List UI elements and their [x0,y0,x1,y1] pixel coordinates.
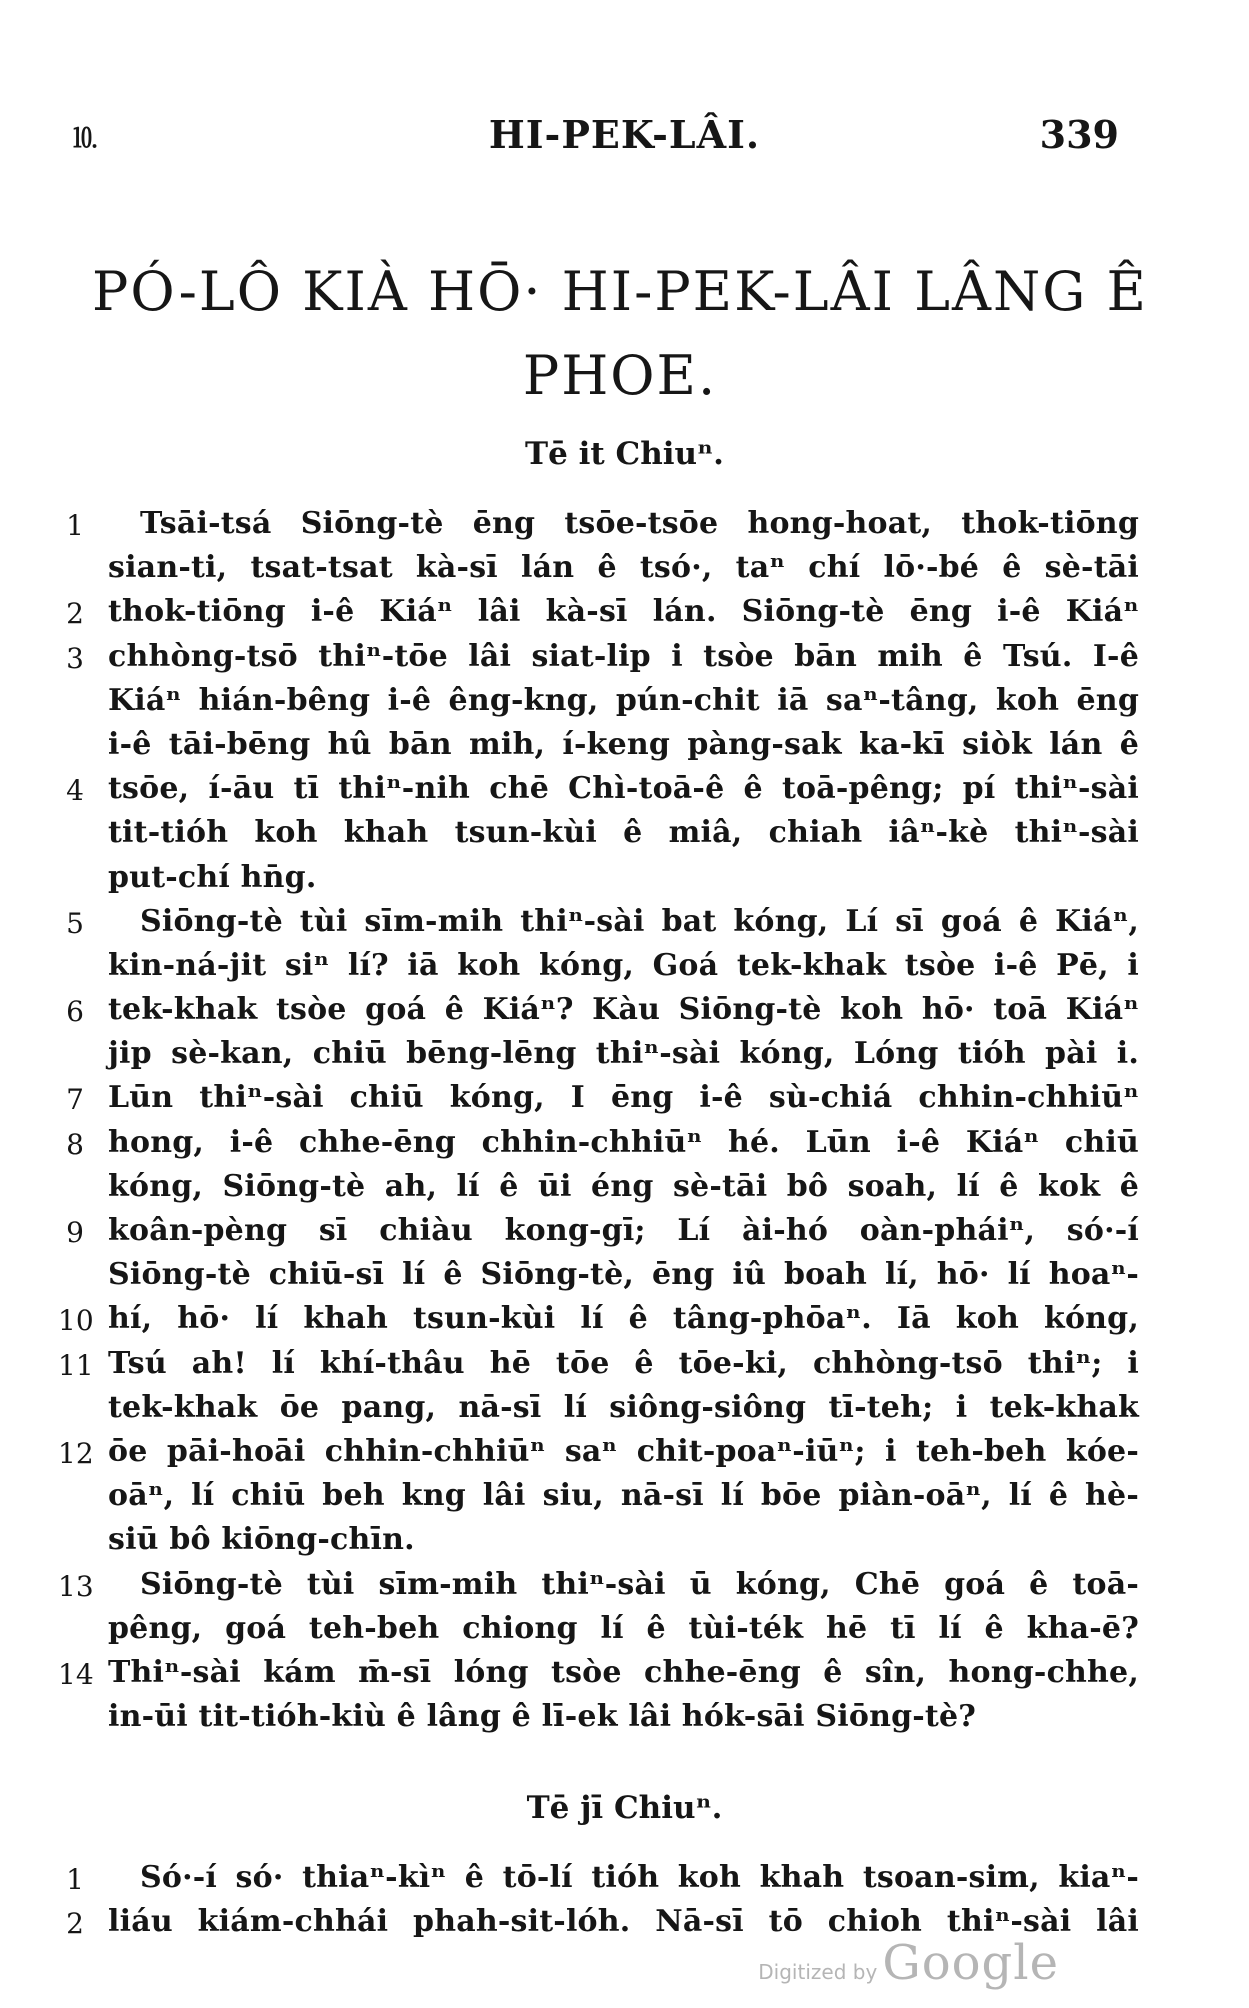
verse-number: 2 [66,597,84,631]
verse-number: 12 [58,1436,94,1470]
verse-text: in-ūi tit-tióh-kiù ê lâng ê lī-ek lâi hók-sāi Siōng-tè? [108,1699,977,1735]
verse-text: Tsāi-tsá Siōng-tè ēng tsōe-tsōe hong-hoat, thok-tiōng [140,506,1139,541]
text-line [0,771,1249,815]
verse-text: thok-tiōng i-ê Kiáⁿ lâi kà-sī lán. Siōng-tè ēng i-ê Kiáⁿ [108,594,1139,630]
verse-number: 11 [58,1348,94,1382]
text-line [0,1301,1249,1345]
verse-text: tek-khak ōe pang, nā-sī lí siông-siông tī-teh; i tek-khak [108,1389,1139,1425]
text-line [0,1080,1249,1124]
text-line [0,992,1249,1036]
text-line [0,550,1249,594]
book-title-line: PÓ-LÔ KIÀ HŌ· HI-PEK-LÂI LÂNG Ê [92,260,1148,323]
verse-text: Thiⁿ-sài kám m̄-sī lóng tsòe chhe-ēng ê sîn, hong-chhe, [108,1654,1139,1690]
book-title-line: PHOE. [522,344,718,407]
verse-text: ōe pāi-hoāi chhin-chhiūⁿ saⁿ chit-poaⁿ-iūⁿ; i teh-beh kóe- [108,1433,1139,1469]
verse-text: jip sè-kan, chiū bēng-lēng thiⁿ-sài kóng, Lóng tióh pài i. [108,1036,1139,1072]
chapter-2-text [0,1860,1249,1948]
verse-number: 1 [66,509,84,542]
digitization-watermark [758,1935,1059,1991]
verse-text: siū bô kiōng-chīn. [108,1522,415,1558]
text-line [0,506,1249,550]
verse-number: 6 [66,995,84,1029]
verse-text: chhòng-tsō thiⁿ-tōe lâi siat-lip i tsòe bān mih ê Tsú. I-ê [108,638,1139,674]
verse-text: kóng, Siōng-tè ah, lí ê ūi éng sè-tāi bô soah, lí ê kok ê [108,1168,1139,1204]
verse-number: 2 [66,1907,84,1941]
text-line [0,948,1249,992]
text-line [0,727,1249,771]
verse-text: Kiáⁿ hián-bêng i-ê êng-kng, pún-chit iā saⁿ-tâng, koh ēng [108,682,1139,718]
verse-text: i-ê tāi-bēng hû bān mih, í-keng pàng-sak ka-kī siòk lán ê [108,726,1139,762]
verse-number: 4 [66,774,84,808]
text-line [0,815,1249,859]
verse-text: tek-khak tsòe goá ê Kiáⁿ? Kàu Siōng-tè koh hō· toā Kiáⁿ [108,992,1139,1028]
verse-text: koân-pèng sī chiàu kong-gī; Lí ài-hó oàn-pháiⁿ, só·-í [108,1213,1139,1248]
text-line [0,1655,1249,1699]
text-line [0,1860,1249,1904]
verse-text: hong, i-ê chhe-ēng chhin-chhiūⁿ hé. Lūn i-ê Kiáⁿ chiū [108,1124,1139,1160]
verse-number: 3 [66,641,84,675]
text-line [0,594,1249,638]
running-head [0,112,1249,162]
verse-number: 14 [58,1657,94,1691]
chapter-heading: Tē it Chiuⁿ. [525,436,724,472]
running-title: HI-PEK-LÂI. [488,112,761,157]
text-line [0,1522,1249,1566]
verse-text: tit-tióh koh khah tsun-kùi ê miâ, chiah iâⁿ-kè thiⁿ-sài [108,815,1139,851]
verse-text: kin-ná-jit siⁿ lí? iā koh kóng, Goá tek-khak tsòe i-ê Pē, i [108,947,1139,983]
text-line [0,1904,1249,1948]
text-line [0,1036,1249,1080]
verse-number: 13 [58,1569,94,1603]
verse-text: Tsú ah! lí khí-thâu hē tōe ê tōe-ki, chhòng-tsō thiⁿ; i [108,1345,1139,1381]
verse-text: tsōe, í-āu tī thiⁿ-nih chē Chì-toā-ê ê toā-pêng; pí thiⁿ-sài [108,771,1139,807]
text-line [0,1257,1249,1301]
chapter-heading: Tē jī Chiuⁿ. [526,1790,723,1826]
text-line [0,1478,1249,1522]
verse-text: Lūn thiⁿ-sài chiū kóng, I ēng i-ê sù-chiá chhin-chhiūⁿ [108,1080,1139,1116]
watermark-prefix: Digitized by [758,1960,878,1984]
verse-text: Siōng-tè chiū-sī lí ê Siōng-tè, ēng iû boah lí, hō· lí hoaⁿ- [108,1257,1139,1293]
text-line [0,1169,1249,1213]
verse-number: 7 [66,1083,84,1117]
text-line [0,1346,1249,1390]
text-line [0,1213,1249,1257]
verse-number: 8 [66,1127,84,1161]
text-line [0,639,1249,683]
verse-number: 9 [66,1216,84,1249]
text-line [0,1390,1249,1434]
signature-mark: ⒑ [72,124,99,154]
chapter-1-text [0,506,1249,1743]
verse-text: pêng, goá teh-beh chiong lí ê tùi-ték hē tī lí ê kha-ē? [108,1610,1139,1646]
text-line [0,1567,1249,1611]
book-title [90,250,1150,418]
verse-number: 5 [66,906,84,940]
verse-text: Siōng-tè tùi sīm-mih thiⁿ-sài bat kóng, Lí sī goá ê Kiáⁿ, [140,903,1139,939]
watermark-logo: Google [882,1935,1059,1991]
text-line [0,1611,1249,1655]
verse-text: put-chí hn̄g. [108,859,317,895]
verse-number: 10 [58,1304,94,1338]
text-line [0,1434,1249,1478]
text-line [0,1125,1249,1169]
text-line [0,1699,1249,1743]
verse-text: Siōng-tè tùi sīm-mih thiⁿ-sài ū kóng, Chē goá ê toā- [140,1566,1139,1602]
verse-text: hí, hō· lí khah tsun-kùi lí ê tâng-phōaⁿ. Iā koh kóng, [108,1301,1139,1337]
verse-text: Só·-í só· thiaⁿ-kìⁿ ê tō-lí tióh koh khah tsoan-sim, kiaⁿ- [140,1860,1139,1895]
verse-number: 1 [66,1863,84,1896]
verse-text: oāⁿ, lí chiū beh kng lâi siu, nā-sī lí bōe piàn-oāⁿ, lí ê hè- [108,1478,1139,1514]
text-line [0,860,1249,904]
verse-text: sian-ti, tsat-tsat kà-sī lán ê tsó·, taⁿ chí lō·-bé ê sè-tāi [108,550,1139,586]
verse-text: liáu kiám-chhái phah-sit-lóh. Nā-sī tō chioh thiⁿ-sài lâi [108,1904,1139,1940]
text-line [0,904,1249,948]
page-number: 339 [1039,112,1119,157]
text-line [0,683,1249,727]
